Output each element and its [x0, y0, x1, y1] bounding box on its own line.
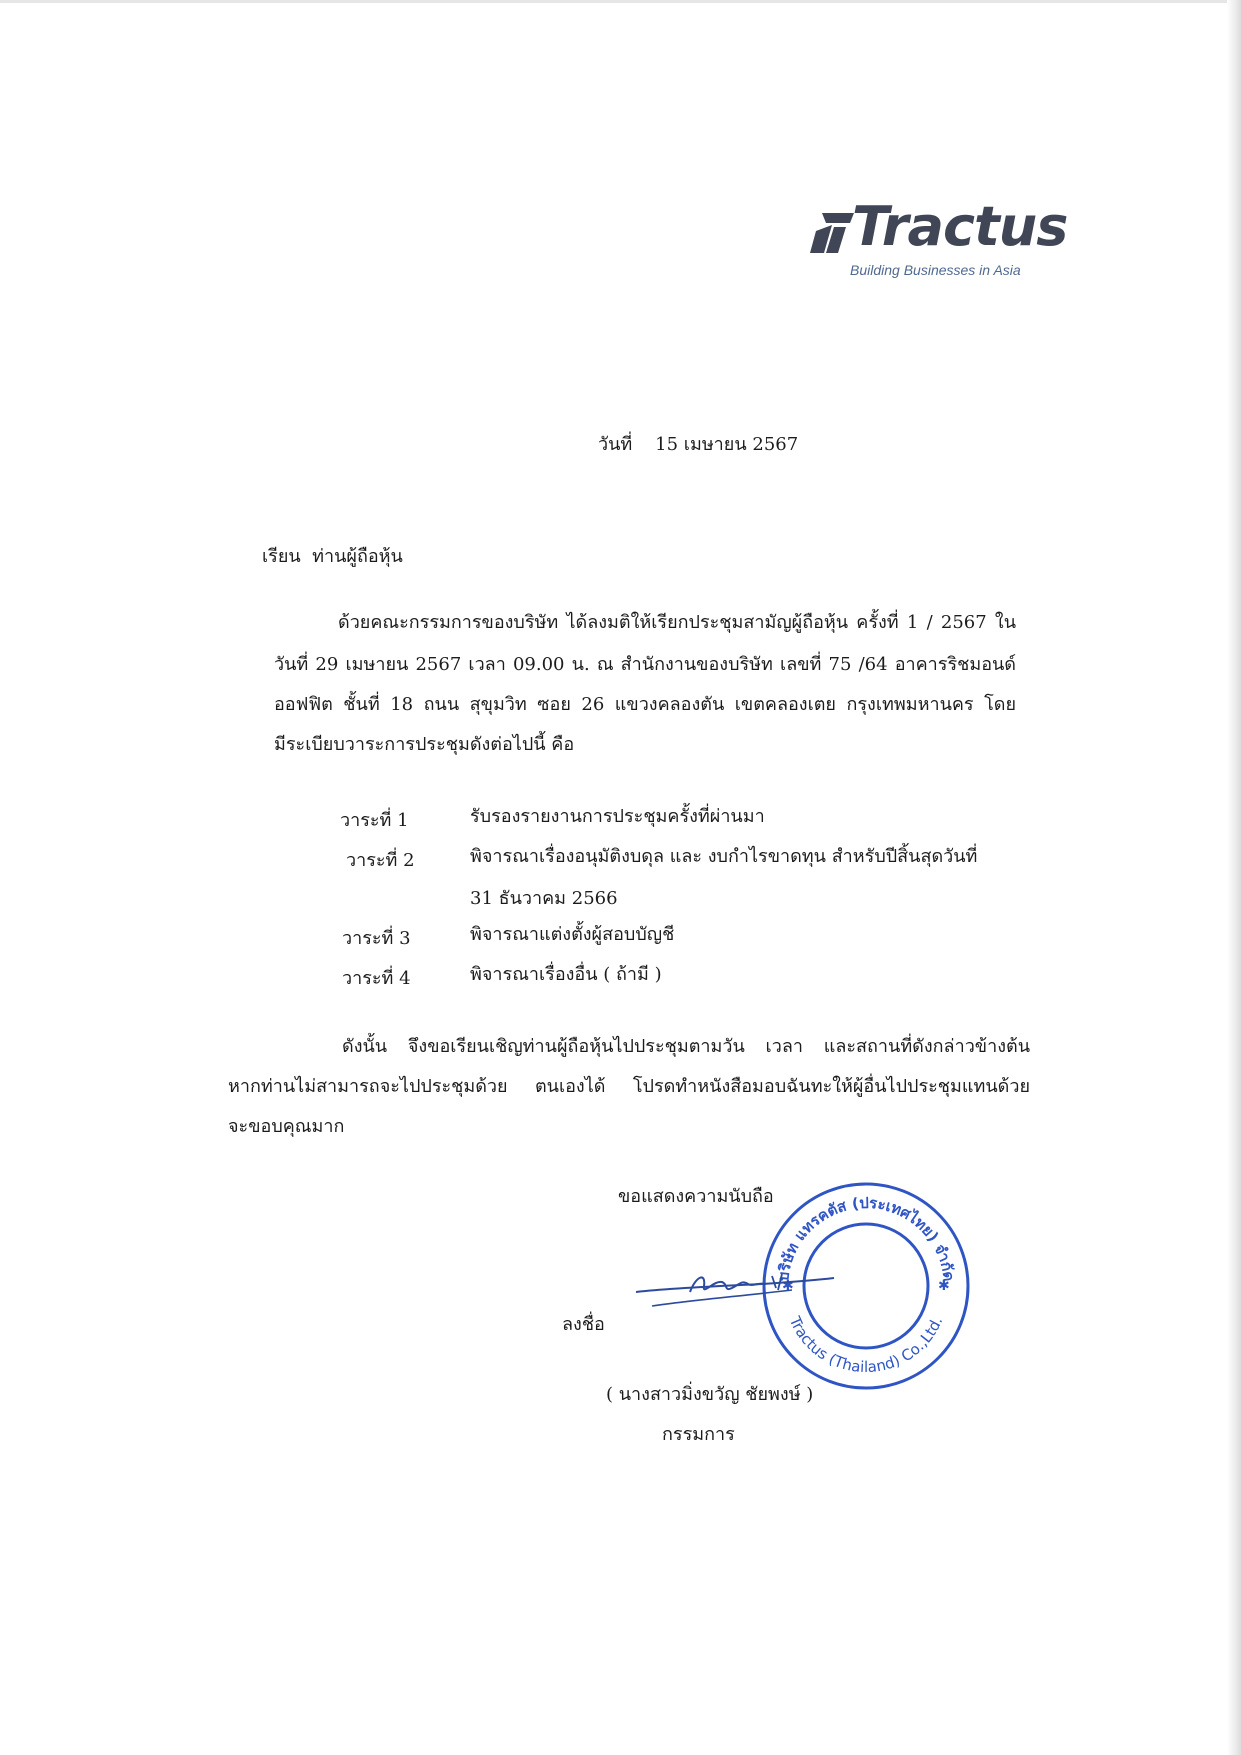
agenda-item-4-text: พิจารณาเรื่องอื่น ( ถ้ามี ) — [470, 964, 662, 985]
agenda-item-2-text: พิจารณาเรื่องอนุมัติงบดุล และ งบกำไรขาดทุน สำหรับปีสิ้นสุดวันที่ — [470, 846, 978, 867]
company-logo — [810, 195, 1068, 285]
salutation-label: เรียน — [262, 546, 301, 567]
regards: ขอแสดงความนับถือ — [618, 1186, 774, 1207]
signatory-name: ( นางสาวมิ่งขวัญ ชัยพงษ์ ) — [606, 1384, 814, 1405]
stamp-bottom-text: Tractus (Thailand) Co.,Ltd. — [785, 1313, 947, 1377]
signed-label: ลงชื่อ — [562, 1314, 605, 1335]
stamp-star-left-icon: ✱ — [782, 1278, 794, 1294]
agenda-item-1-text: รับรองรายงานการประชุมครั้งที่ผ่านมา — [470, 806, 765, 827]
date-line — [598, 436, 798, 454]
salutation — [262, 548, 403, 566]
handwritten-signature — [632, 1262, 837, 1322]
scan-edge-shadow — [1227, 0, 1241, 1755]
agenda-item-2-text-cont: 31 ธันวาคม 2566 — [470, 888, 618, 909]
agenda-item-3-label: วาระที่ 3 — [342, 928, 411, 949]
stamp-star-right-icon: ✱ — [938, 1278, 950, 1294]
signatory-position: กรรมการ — [662, 1424, 735, 1445]
logo-wordmark: Tractus — [852, 195, 1068, 258]
intro-line-2: วันที่ 29 เมษายน 2567 เวลา 09.00 น. ณ สำนักงานของบริษัท เลขที่ 75 /64 อาคารริชมอนด์ — [274, 654, 1016, 675]
closing-line-2: หากท่านไม่สามารถจะไปประชุมด้วย ตนเองได้ โปรดทำหนังสือมอบฉันทะให้ผู้อื่นไปประชุมแทนด้วย — [228, 1076, 1030, 1097]
salutation-recipient: ท่านผู้ถือหุ้น — [312, 546, 403, 567]
date-label: วันที่ — [598, 434, 633, 455]
logo-tagline: Building Businesses in Asia — [850, 262, 1021, 278]
intro-line-1: ด้วยคณะกรรมการของบริษัท ได้ลงมติให้เรียกประชุมสามัญผู้ถือหุ้น ครั้งที่ 1 / 2567 ใน — [338, 612, 1016, 633]
agenda-item-4-label: วาระที่ 4 — [342, 968, 411, 989]
closing-line-3: จะขอบคุณมาก — [228, 1116, 345, 1137]
scan-top-shadow — [0, 0, 1241, 3]
closing-line-1: ดังนั้น จึงขอเรียนเชิญท่านผู้ถือหุ้นไปประชุมตามวัน เวลา และสถานที่ดังกล่าวข้างต้น — [342, 1036, 1030, 1057]
agenda-item-3-text: พิจารณาแต่งตั้งผู้สอบบัญชี — [470, 924, 675, 945]
intro-line-4: มีระเบียบวาระการประชุมดังต่อไปนี้ คือ — [274, 734, 575, 755]
tractus-logo-mark-icon — [810, 209, 854, 257]
agenda-item-2-label: วาระที่ 2 — [346, 850, 415, 871]
agenda-item-1-label: วาระที่ 1 — [340, 810, 409, 831]
date-value: 15 เมษายน 2567 — [655, 434, 799, 455]
stamp-top-text: บริษัท แทรคตัส (ประเทศไทย) จำกัด — [774, 1193, 958, 1283]
intro-line-3: ออฟฟิต ชั้นที่ 18 ถนน สุขุมวิท ซอย 26 แขวงคลองตัน เขตคลองเตย กรุงเทพมหานคร โดย — [274, 694, 1016, 715]
